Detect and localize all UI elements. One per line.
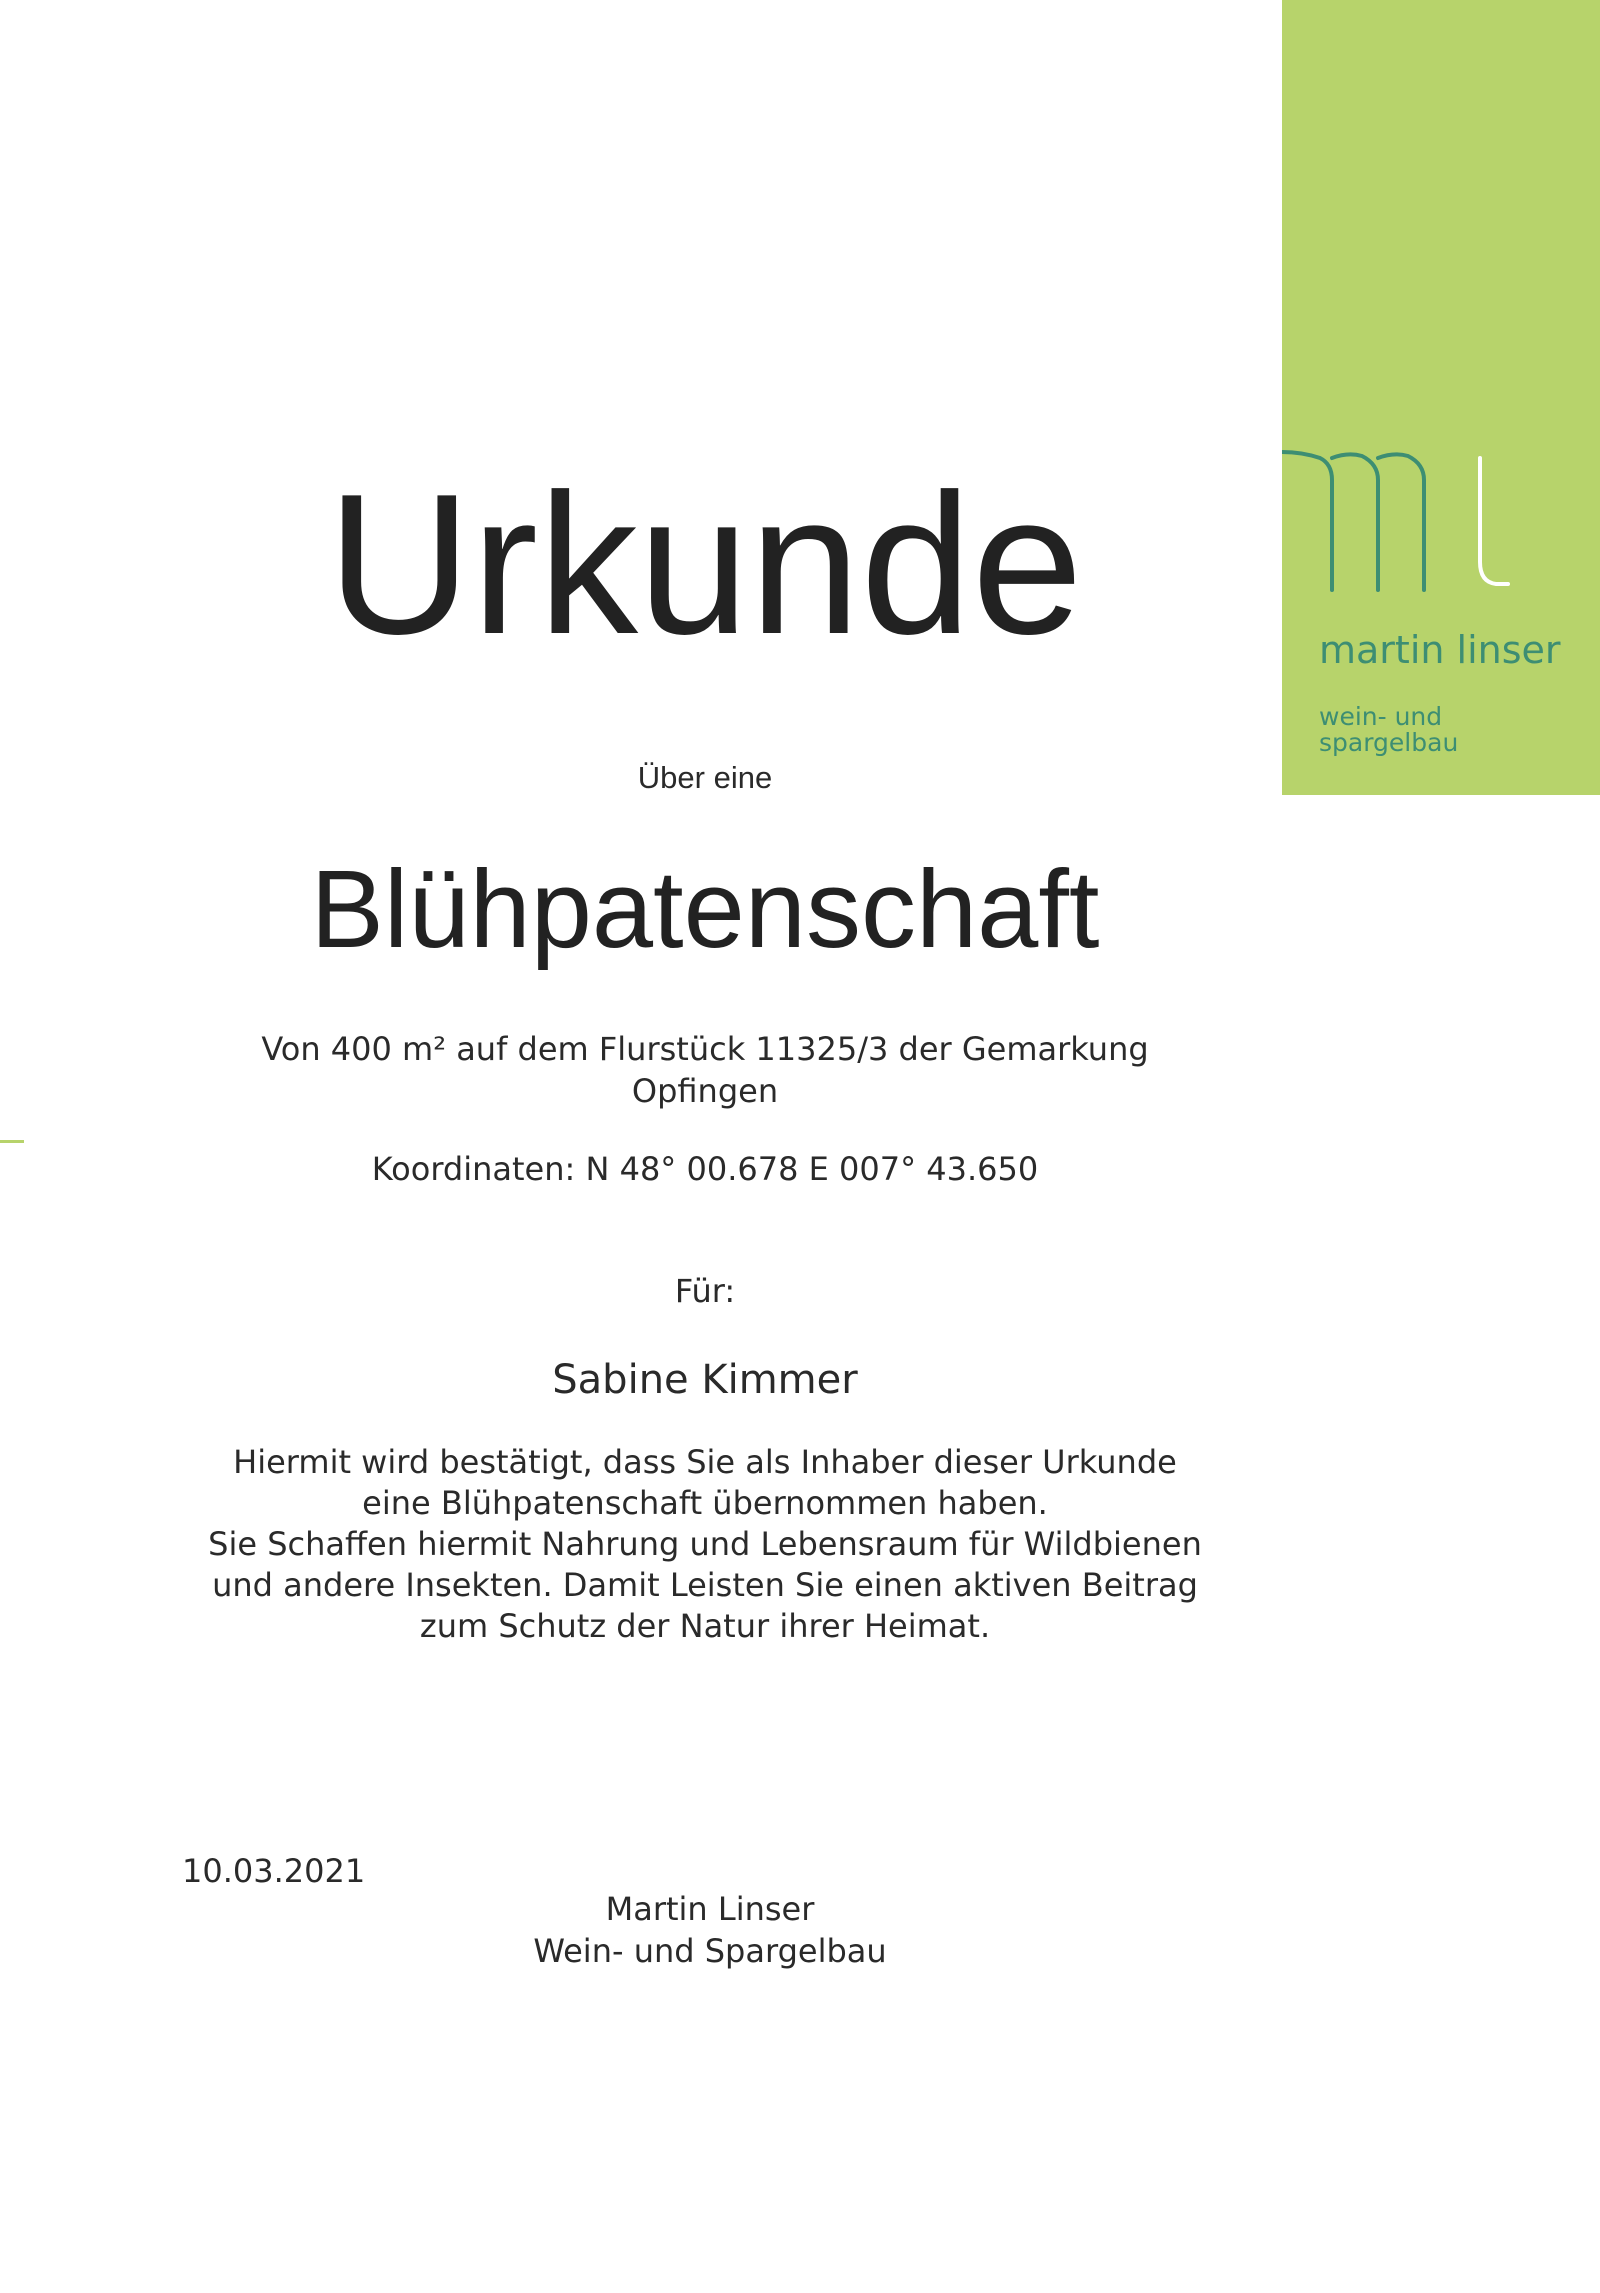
area-description <box>100 1028 1310 1112</box>
brand-tagline-line-2: spargelbau <box>1319 728 1459 757</box>
body-line-1: Hiermit wird bestätigt, dass Sie als Inhaber dieser Urkunde <box>233 1443 1177 1481</box>
recipient-name: Sabine Kimmer <box>552 1357 858 1403</box>
certificate-intro: Über eine <box>637 760 773 795</box>
certificate-title: Urkunde <box>327 453 1083 676</box>
signer-name: Martin Linser <box>605 1890 815 1928</box>
ml-monogram-icon <box>1282 440 1572 600</box>
issue-date: 10.03.2021 <box>182 1852 366 1890</box>
certificate-subject: Blühpatenschaft <box>310 848 1100 971</box>
body-line-3: Sie Schaffen hiermit Nahrung und Lebensraum für Wildbienen <box>208 1525 1202 1563</box>
body-line-2: eine Blühpatenschaft übernommen haben. <box>362 1484 1048 1522</box>
area-line-2: Opfingen <box>631 1072 779 1110</box>
brand-panel <box>1282 0 1600 795</box>
body-line-5: zum Schutz der Natur ihrer Heimat. <box>419 1607 991 1645</box>
confirmation-text <box>100 1442 1310 1647</box>
signer-company: Wein- und Spargelbau <box>533 1932 887 1970</box>
coordinates: Koordinaten: N 48° 00.678 E 007° 43.650 <box>371 1150 1039 1188</box>
brand-tagline-line-1: wein- und <box>1319 702 1443 731</box>
edge-mark <box>0 1140 24 1143</box>
for-label: Für: <box>674 1272 736 1310</box>
area-line-1: Von 400 m² auf dem Flurstück 11325/3 der Gemarkung <box>261 1030 1149 1068</box>
body-line-4: und andere Insekten. Damit Leisten Sie einen aktiven Beitrag <box>212 1566 1198 1604</box>
brand-tagline <box>1319 704 1458 756</box>
brand-name: martin linser <box>1319 628 1561 672</box>
signer-block <box>470 1888 950 1972</box>
